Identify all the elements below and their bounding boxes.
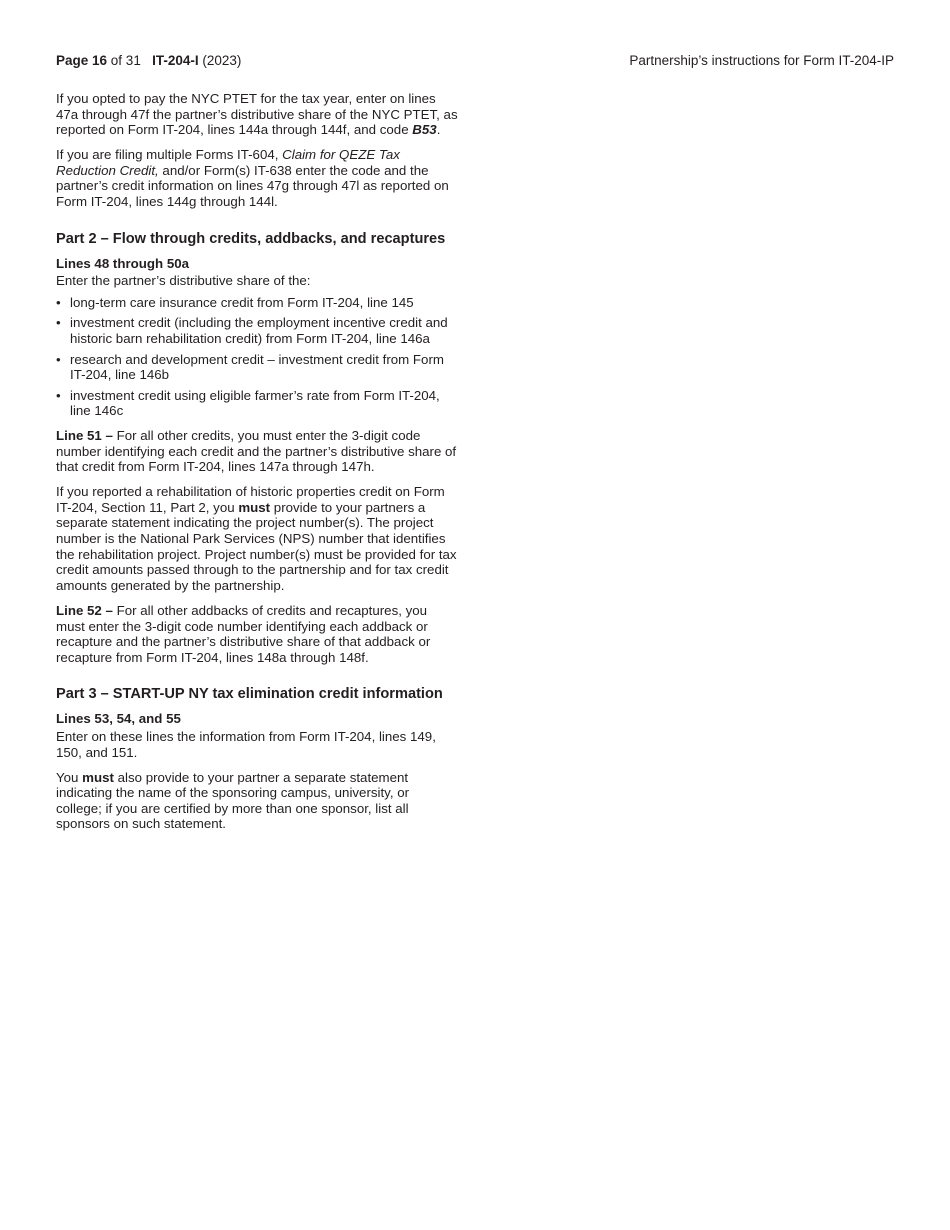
part2-subheading: Lines 48 through 50a [56,255,190,271]
line52-label: Line 52 – [56,602,113,618]
part3-paragraph-sponsor [56,770,458,832]
line52-paragraph [56,603,458,665]
text-column [56,91,458,841]
part3-heading: Part 3 – START-UP NY tax elimination credit information [56,686,443,703]
part3-paragraph-lines: Enter on these lines the information from Form IT-204, lines 149, 150, and 151. [56,728,436,760]
sponsor-start: You [56,769,83,785]
rehab-end: provide to your partners a separate statement indicating the project number(s). The project number is the National Park Services (NPS) number that identifies the rehabilitation project. Project number(s) must be provided for tax credit amounts passed through to the partnership and for tax credit amounts generated by the partnership. [56,499,457,593]
ptet-code: B53 [412,122,437,138]
sponsor-end: also provide to your partner a separate statement indicating the name of the sponsoring campus, university, or college; if you are certified by more than one sponsor, list all sponsors on such statement. [56,769,410,832]
list-item: • long-term care insurance credit from Form IT-204, line 145 [56,295,458,311]
form-year: (2023) [198,53,242,68]
ptet-text: If you opted to pay the NYC PTET for the tax year, enter on lines 47a through 47f the partner’s distributive share of the NYC PTET, as reported on Form IT-204, lines 144a through 144f, and code [56,91,458,138]
page-of: of 31 [107,53,141,68]
line51-paragraph [56,428,458,475]
line52-text: For all other addbacks of credits and recaptures, you must enter the 3-digit code number identifying each addback or recapture and the partner’s distributive share of that addback or recapture from Form IT-204, lines 148a through 148f. [56,602,431,665]
part2-heading: Part 2 – Flow through credits, addbacks, and recaptures [56,230,446,247]
qeze-end: and/or Form(s) IT-638 enter the code and the partner’s credit information on lines 47g through 47l as reported on Form IT-204, lines 144g through 144l. [56,162,449,210]
ptet-end: . [436,122,441,138]
qeze-start: If you are filing multiple Forms IT-604, [56,147,283,163]
qeze-form-title: Claim for QEZE Tax Reduction Credit, [56,147,400,178]
form-id: IT-204-I [152,53,199,68]
sponsor-must: must [82,769,114,785]
rehab-must: must [238,499,271,515]
page-label: Page 16 [56,53,108,68]
credit-list [56,295,458,419]
intro-paragraph-ptet [56,91,458,138]
list-item: • investment credit using eligible farmer’s rate from Form IT-204, line 146c [56,388,458,419]
rehab-paragraph [56,484,458,593]
running-title: Partnership’s instructions for Form IT-204-IP [629,53,894,68]
list-item: • research and development credit – investment credit from Form IT-204, line 146b [56,352,458,383]
intro-paragraph-qeze [56,147,458,209]
rehab-start: If you reported a rehabilitation of historic properties credit on Form IT-204, Section 11, Part 2, you [56,484,445,515]
line51-text: For all other credits, you must enter the 3-digit code number identifying each credit and the partner’s distributive share of that credit from Form IT-204, lines 147a through 147h. [56,428,457,475]
page-number [56,53,241,69]
part2-lead: Enter the partner’s distributive share of the: [56,273,311,289]
part3-subheading: Lines 53, 54, and 55 [56,711,181,727]
list-item: • investment credit (including the employment incentive credit and historic barn rehabilitation credit) from Form IT-204, line 146a [56,315,458,346]
line51-label: Line 51 – [56,428,113,443]
